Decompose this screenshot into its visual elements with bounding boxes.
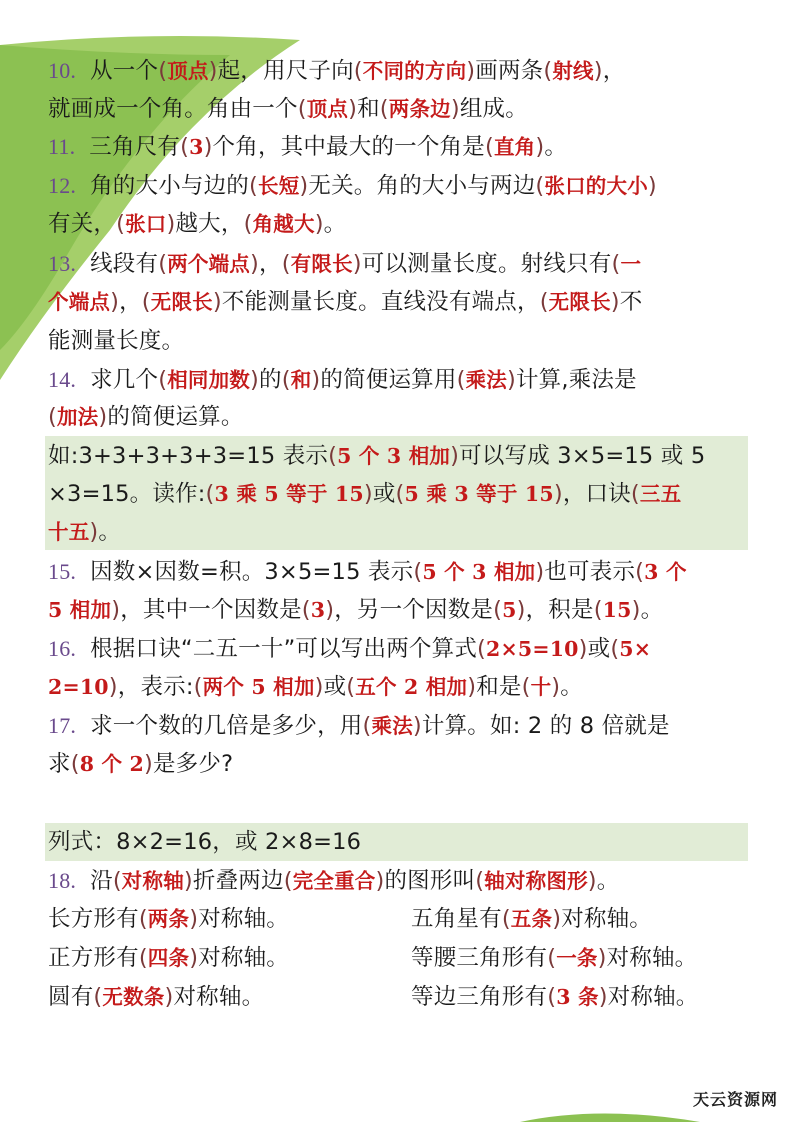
- answer: 和: [290, 368, 312, 392]
- item-13-line-1: 13. 线段有(两个端点)，(有限长)可以测量长度。射线只有(一: [48, 251, 642, 277]
- answer: 3: [310, 598, 326, 622]
- answer: 乘法: [465, 368, 507, 392]
- item-12-line-2: 有关，(张口)越大，(角越大)。: [48, 211, 347, 237]
- answer: 不同的方向: [362, 59, 467, 83]
- answer: 顶点: [167, 59, 209, 83]
- answer: 五个 2 相加: [355, 675, 468, 699]
- answer: 2×5=10: [486, 637, 579, 661]
- item-12-line-1: 12. 角的大小与边的(长短)无关。角的大小与两边(张口的大小): [48, 173, 657, 199]
- item-number: 15.: [48, 559, 77, 584]
- answer: 顶点: [306, 97, 349, 121]
- answer: 3 乘 5 等于 15: [214, 482, 364, 506]
- answer: 3 个: [644, 560, 687, 584]
- answer: 无限长: [150, 290, 213, 314]
- answer: 15: [602, 598, 632, 622]
- symmetry-isosceles: 等腰三角形有(一条)对称轴。: [411, 945, 698, 971]
- item-14-line-1: 14. 求几个(相同加数)的(和)的简便运算用(乘法)计算,乘法是: [48, 367, 637, 393]
- item-10-line-2: 就画成一个角。角由一个(顶点)和(两条边)组成。: [48, 96, 528, 122]
- item-16-line-1: 16. 根据口诀“二五一十”可以写出两个算式(2×5=10)或(5×: [48, 636, 652, 662]
- item-14-example-line-2: ×3=15。读作:(3 乘 5 等于 15)或(5 乘 3 等于 15)，口诀(三五: [48, 481, 682, 507]
- item-number: 14.: [48, 367, 77, 392]
- symmetry-star: 五角星有(五条)对称轴。: [411, 906, 652, 932]
- answer: 相同加数: [167, 368, 251, 392]
- answer: 射线: [552, 59, 594, 83]
- item-17-example: 列式：8×2=16，或 2×8=16: [48, 829, 362, 855]
- answer: 2=10: [48, 675, 109, 699]
- symmetry-square: 正方形有(四条)对称轴。: [48, 945, 289, 971]
- item-number: 13.: [48, 251, 77, 276]
- item-17-line-1: 17. 求一个数的几倍是多少，用(乘法)计算。如: 2 的 8 倍就是: [48, 713, 670, 739]
- answer: 5 个 3 相加: [422, 560, 536, 584]
- item-number: 12.: [48, 173, 77, 198]
- answer: 十五: [48, 520, 90, 544]
- answer: 乘法: [371, 714, 413, 738]
- answer: 张口: [125, 212, 167, 236]
- answer: 无限长: [548, 290, 611, 314]
- answer: 长短: [258, 174, 300, 198]
- answer: 两个端点: [167, 252, 251, 276]
- item-13-line-3: 能测量长度。: [48, 328, 185, 354]
- answer: 5 乘 3 等于 15: [404, 482, 554, 506]
- item-18-line-1: 18. 沿(对称轴)折叠两边(完全重合)的图形叫(轴对称图形)。: [48, 868, 620, 894]
- answer: 角越大: [252, 212, 315, 236]
- answer: 十: [530, 675, 552, 699]
- item-17-line-2: 求(8 个 2)是多少?: [48, 751, 234, 777]
- answer: 完全重合: [292, 869, 376, 893]
- item-15-line-1: 15. 因数×因数=积。3×5=15 表示(5 个 3 相加)也可表示(3 个: [48, 559, 687, 585]
- answer: 3: [189, 135, 204, 159]
- answer: 有限长: [290, 252, 353, 276]
- item-11-line-1: 11. 三角尺有(3)个角，其中最大的一个角是(直角)。: [48, 134, 568, 160]
- watermark: 天云资源网: [693, 1090, 779, 1109]
- item-14-example-line-3: 十五)。: [48, 519, 122, 545]
- item-number: 11.: [48, 134, 76, 159]
- symmetry-circle: 圆有(无数条)对称轴。: [48, 984, 265, 1010]
- answer: 对称轴: [121, 869, 184, 893]
- answer: 5 个 3 相加: [337, 444, 451, 468]
- item-13-line-2: 个端点)，(无限长)不能测量长度。直线没有端点，(无限长)不: [48, 289, 643, 315]
- answer: 三五: [639, 482, 682, 506]
- item-14-example-line-1: 如:3+3+3+3+3=15 表示(5 个 3 相加)可以写成 3×5=15 或 5: [48, 443, 706, 469]
- answer: 两条: [147, 907, 190, 931]
- item-14-line-2: (加法)的简便运算。: [48, 404, 244, 430]
- symmetry-equilateral: 等边三角形有(3 条)对称轴。: [411, 984, 699, 1010]
- answer: 8 个 2: [79, 752, 144, 776]
- answer: 两条边: [388, 97, 451, 121]
- symmetry-rectangle: 长方形有(两条)对称轴。: [48, 906, 289, 932]
- answer: 五条: [510, 907, 553, 931]
- answer: 无数条: [102, 985, 165, 1009]
- answer: 一: [620, 252, 642, 276]
- item-15-line-2: 5 相加)，其中一个因数是(3)，另一个因数是(5)，积是(15)。: [48, 597, 664, 623]
- item-16-line-2: 2=10)，表示:(两个 5 相加)或(五个 2 相加)和是(十)。: [48, 674, 583, 700]
- item-number: 17.: [48, 713, 77, 738]
- answer: 张口的大小: [544, 174, 648, 198]
- item-number: 10.: [48, 58, 77, 83]
- item-number: 16.: [48, 636, 77, 661]
- answer: 加法: [56, 405, 99, 429]
- answer: 两个 5 相加: [202, 675, 315, 699]
- answer: 个端点: [48, 290, 111, 314]
- item-10-line-1: 10. 从一个(顶点)起，用尺子向(不同的方向)画两条(射线)，: [48, 58, 626, 84]
- answer: 四条: [147, 946, 190, 970]
- answer: 5: [502, 598, 517, 622]
- answer: 5 相加: [48, 598, 112, 622]
- answer: 轴对称图形: [484, 869, 588, 893]
- answer: 一条: [556, 946, 598, 970]
- answer: 3 条: [556, 985, 599, 1009]
- answer: 5×: [619, 637, 652, 661]
- answer: 直角: [493, 135, 536, 159]
- item-number: 18.: [48, 868, 77, 893]
